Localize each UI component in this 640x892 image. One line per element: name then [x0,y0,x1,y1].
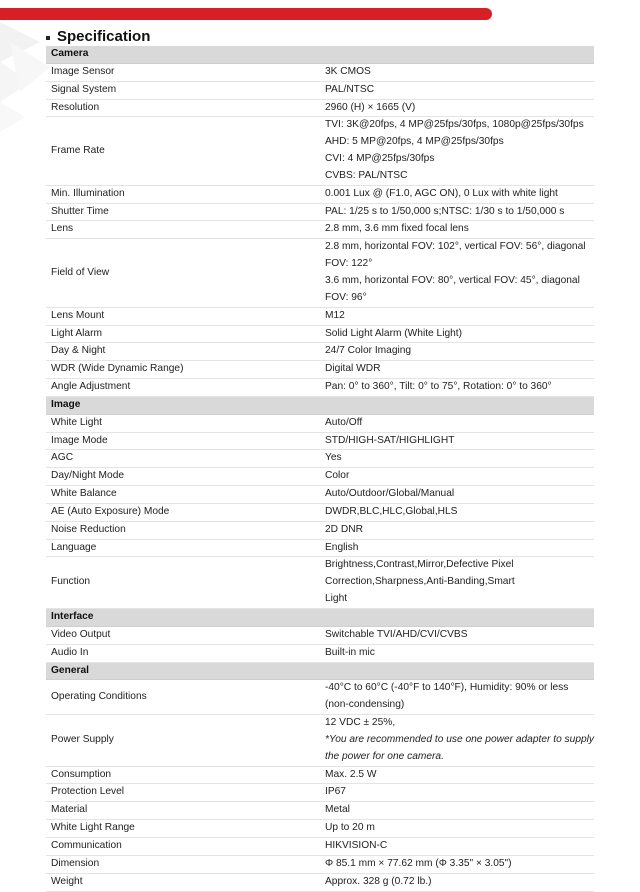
spec-label: AE (Auto Exposure) Mode [46,503,320,521]
spec-value [320,855,594,873]
spec-value [320,379,594,397]
spec-value [320,239,594,307]
table-row [46,432,594,450]
table-row [46,486,594,504]
spec-value-line: Pan: 0° to 360°, Tilt: 0° to 75°, Rotation: 0° to 360° [325,381,552,393]
spec-value [320,450,594,468]
spec-value-line: Digital WDR [325,363,381,375]
spec-value-line: Color [325,470,350,482]
spec-label: Communication [46,837,320,855]
spec-value-line: 2960 (H) × 1665 (V) [325,101,416,113]
section-title: Camera [46,46,594,63]
spec-label: WDR (Wide Dynamic Range) [46,361,320,379]
section-title: Image [46,396,594,414]
spec-label: Lens [46,221,320,239]
spec-value-line: Built-in mic [325,646,375,658]
table-row [46,325,594,343]
spec-label: Consumption [46,766,320,784]
header-accent-bar [0,8,492,20]
spec-value [320,81,594,99]
spec-value [320,766,594,784]
table-row [46,557,594,609]
spec-value [320,820,594,838]
table-row [46,820,594,838]
spec-value [320,343,594,361]
spec-value-line: CVBS: PAL/NTSC [325,169,408,181]
spec-value [320,414,594,432]
spec-label: Video Output [46,626,320,644]
spec-value [320,325,594,343]
spec-value [320,557,594,609]
table-row [46,117,594,185]
spec-label: Dimension [46,855,320,873]
table-row [46,539,594,557]
spec-value [320,185,594,203]
spec-label: Shutter Time [46,203,320,221]
spec-label: Language [46,539,320,557]
table-row [46,626,594,644]
table-row [46,468,594,486]
table-row [46,343,594,361]
table-row [46,414,594,432]
spec-value-line: Φ 85.1 mm × 77.62 mm (Φ 3.35" × 3.05") [325,857,512,869]
spec-value-line: PAL/NTSC [325,83,375,95]
table-row [46,873,594,891]
spec-value-line: Approx. 328 g (0.72 lb.) [325,875,432,887]
table-row [46,185,594,203]
spec-value-line: 12 VDC ± 25%, [325,717,396,729]
section-header [46,662,594,680]
spec-value [320,873,594,891]
spec-label: Power Supply [46,715,320,767]
spec-label: Protection Level [46,784,320,802]
spec-label: Light Alarm [46,325,320,343]
spec-table [46,46,594,892]
spec-label: Angle Adjustment [46,379,320,397]
spec-value-line: Light [325,593,348,605]
spec-value [320,521,594,539]
spec-value [320,503,594,521]
table-row [46,379,594,397]
spec-value-line: AHD: 5 MP@20fps, 4 MP@25fps/30fps [325,136,504,148]
section-header [46,609,594,627]
spec-value [320,715,594,767]
spec-label: Field of View [46,239,320,307]
spec-value-line: 2D DNR [325,523,363,535]
spec-label: Resolution [46,99,320,117]
spec-value-line: Auto/Outdoor/Global/Manual [325,488,455,500]
spec-label: AGC [46,450,320,468]
spec-value-line: English [325,541,359,553]
spec-table-body [46,46,594,891]
spec-value-line: -40°C to 60°C (-40°F to 140°F), Humidity: 90% or less (non-condensing) [325,682,569,711]
spec-label: Image Mode [46,432,320,450]
spec-value-line: Brightness,Contrast,Mirror,Defective Pixel Correction,Sharpness,Anti-Banding,Smart [325,559,515,588]
spec-value [320,203,594,221]
spec-label: Lens Mount [46,307,320,325]
table-row [46,239,594,307]
spec-value [320,307,594,325]
spec-label: White Light [46,414,320,432]
spec-value-line: CVI: 4 MP@25fps/30fps [325,153,435,165]
spec-value-line: Up to 20 m [325,822,375,834]
table-row [46,361,594,379]
page-title: Specification [57,28,151,45]
table-row [46,521,594,539]
spec-label: Weight [46,873,320,891]
spec-value [320,802,594,820]
spec-label: Operating Conditions [46,680,320,715]
spec-label: Min. Illumination [46,185,320,203]
spec-label: Noise Reduction [46,521,320,539]
table-row [46,450,594,468]
table-row [46,715,594,767]
section-title: Interface [46,609,594,627]
table-row [46,203,594,221]
spec-value [320,784,594,802]
table-row [46,837,594,855]
spec-value [320,539,594,557]
table-row [46,63,594,81]
spec-value [320,361,594,379]
spec-value-line: TVI: 3K@20fps, 4 MP@25fps/30fps, 1080p@25fps/30fps [325,119,584,131]
spec-value-line: HIKVISION-C [325,839,388,851]
spec-value [320,644,594,662]
spec-value [320,626,594,644]
spec-value [320,99,594,117]
spec-value-line: 3K CMOS [325,65,371,77]
spec-label: Day/Night Mode [46,468,320,486]
table-row [46,784,594,802]
spec-value-line: 2.8 mm, 3.6 mm fixed focal lens [325,223,469,235]
table-row [46,680,594,715]
table-row [46,644,594,662]
spec-value-line: 2.8 mm, horizontal FOV: 102°, vertical FOV: 56°, diagonal FOV: 122° [325,241,586,270]
spec-value-line: IP67 [325,786,346,798]
spec-label: White Balance [46,486,320,504]
spec-value [320,221,594,239]
spec-label: Signal System [46,81,320,99]
table-row [46,802,594,820]
spec-value-line: Switchable TVI/AHD/CVI/CVBS [325,628,468,640]
spec-value-line: Max. 2.5 W [325,768,377,780]
spec-value-line: 0.001 Lux @ (F1.0, AGC ON), 0 Lux with white light [325,187,558,199]
spec-label: Function [46,557,320,609]
section-title: General [46,662,594,680]
spec-value-note: *You are recommended to use one power adapter to supply the power for one camera. [325,733,595,762]
spec-value-line: Yes [325,452,342,464]
spec-value [320,837,594,855]
spec-value-line: DWDR,BLC,HLC,Global,HLS [325,505,458,517]
spec-value-line: Auto/Off [325,416,363,428]
spec-value [320,680,594,715]
spec-value [320,486,594,504]
spec-label: Image Sensor [46,63,320,81]
spec-value [320,432,594,450]
spec-value [320,117,594,185]
spec-value-line: Metal [325,804,350,816]
bullet-icon [46,36,50,40]
spec-label: Frame Rate [46,117,320,185]
spec-value-line: M12 [325,309,345,321]
spec-label: Day & Night [46,343,320,361]
spec-value-line: Solid Light Alarm (White Light) [325,327,463,339]
spec-value [320,468,594,486]
table-row [46,221,594,239]
table-row [46,855,594,873]
section-header [46,396,594,414]
spec-label: Material [46,802,320,820]
section-header [46,46,594,63]
page-title-wrap [46,28,150,45]
spec-value-line: 3.6 mm, horizontal FOV: 80°, vertical FOV: 45°, diagonal FOV: 96° [325,274,580,303]
spec-value [320,63,594,81]
spec-label: White Light Range [46,820,320,838]
table-row [46,503,594,521]
spec-value-line: 24/7 Color Imaging [325,345,412,357]
table-row [46,766,594,784]
table-row [46,307,594,325]
spec-label: Audio In [46,644,320,662]
table-row [46,81,594,99]
spec-value-line: PAL: 1/25 s to 1/50,000 s;NTSC: 1/30 s to 1/50,000 s [325,205,565,217]
spec-value-line: STD/HIGH-SAT/HIGHLIGHT [325,434,455,446]
table-row [46,99,594,117]
